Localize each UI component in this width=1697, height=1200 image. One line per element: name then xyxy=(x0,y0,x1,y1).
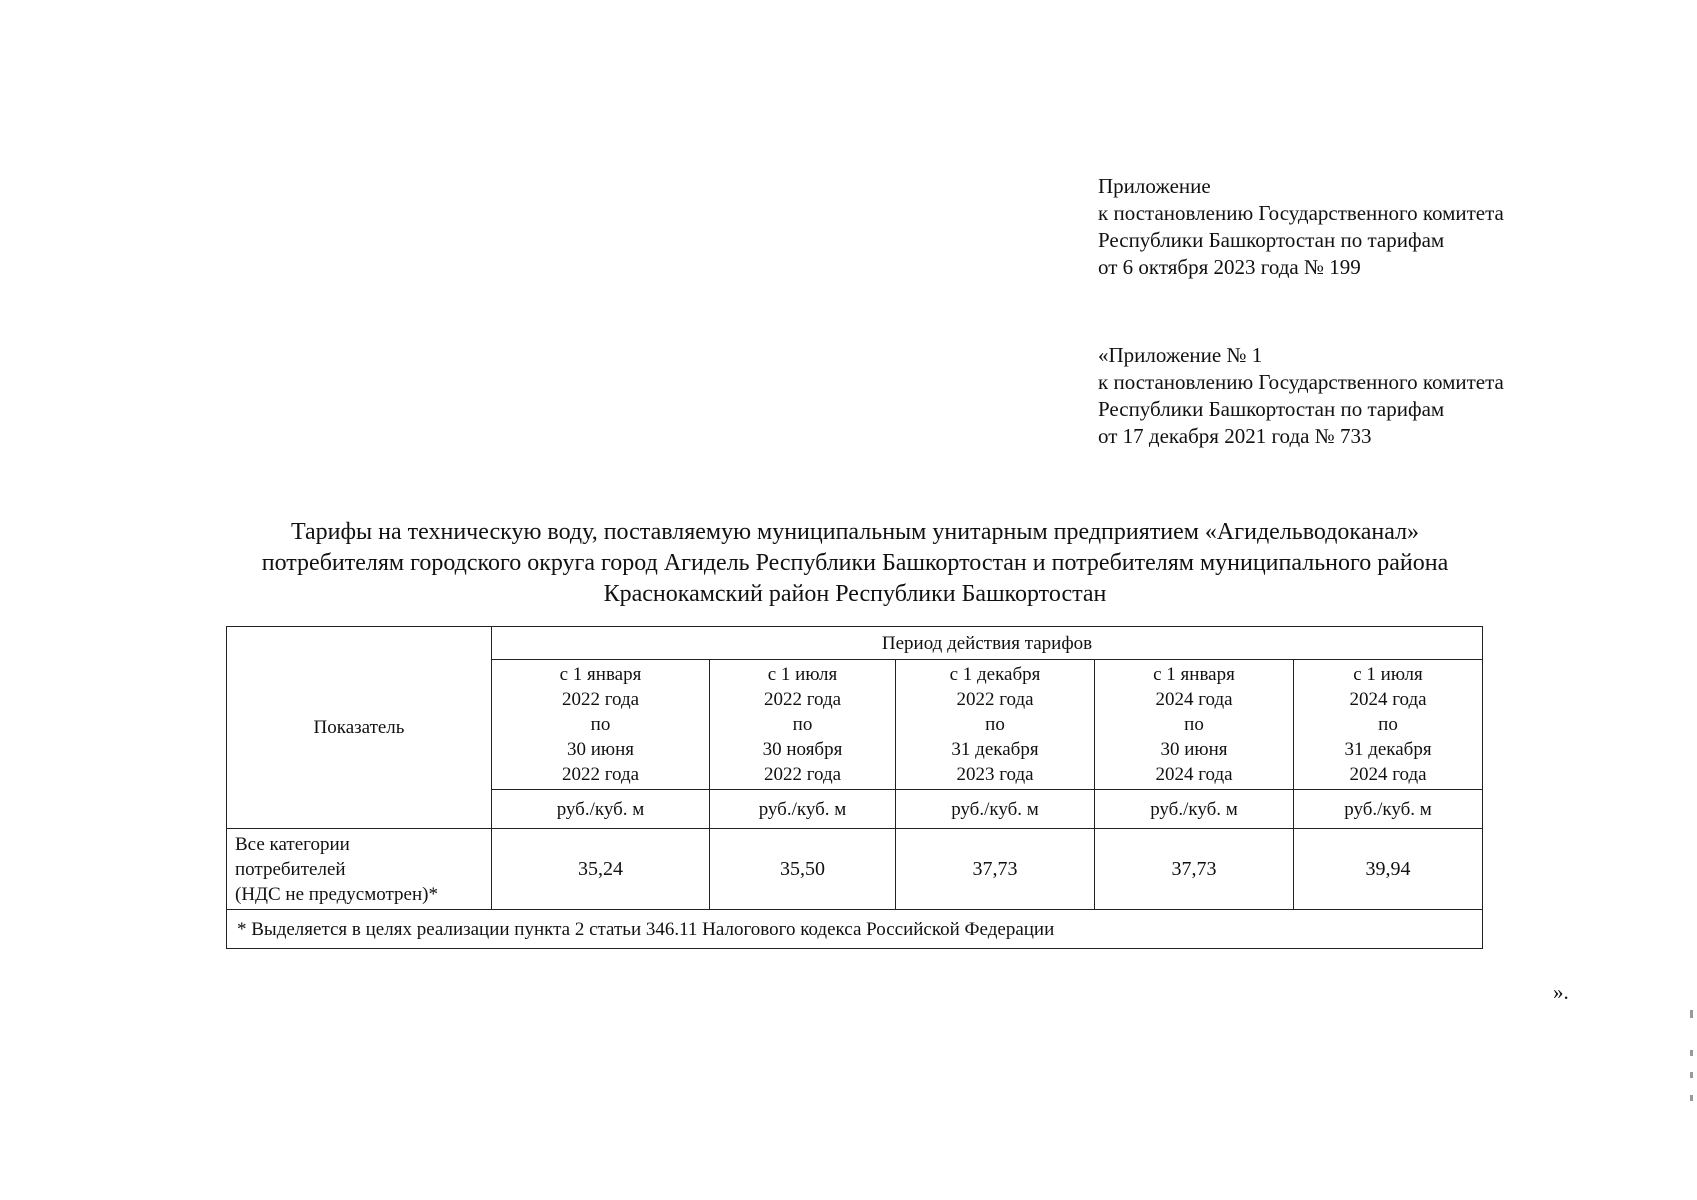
row-label-line: (НДС не предусмотрен)* xyxy=(235,883,438,905)
document-title xyxy=(140,517,1570,610)
scan-mark xyxy=(1690,1072,1693,1078)
footnote: * Выделяется в целях реализации пункта 2 статьи 346.11 Налогового кодекса Российской Федерации xyxy=(227,910,1483,949)
row-label-line: Все категории xyxy=(235,833,350,855)
appendix-prev-header xyxy=(1098,342,1504,450)
appendix-prev-line: к постановлению Государственного комитета xyxy=(1098,370,1504,394)
scan-mark xyxy=(1690,1095,1693,1101)
unit-cell: руб./куб. м xyxy=(896,790,1095,829)
period-header: Период действия тарифов xyxy=(492,627,1483,660)
period-line: 2024 года xyxy=(1155,689,1233,710)
tariff-value: 37,73 xyxy=(1095,829,1294,910)
scan-mark xyxy=(1690,1010,1693,1018)
unit-cell: руб./куб. м xyxy=(1294,790,1483,829)
appendix-prev-line: от 17 декабря 2021 года № 733 xyxy=(1098,424,1372,448)
period-line: по xyxy=(985,714,1005,735)
scan-mark xyxy=(1690,1050,1693,1056)
tariff-table xyxy=(226,626,1483,949)
period-line: 2024 года xyxy=(1349,764,1427,785)
appendix-line: Республики Башкортостан по тарифам xyxy=(1098,228,1445,252)
appendix-line: Приложение xyxy=(1098,174,1211,198)
period-line: 30 июня xyxy=(566,739,635,760)
tariff-value: 37,73 xyxy=(896,829,1095,910)
period-cell xyxy=(492,660,710,790)
appendix-prev-line: Республики Башкортостан по тарифам xyxy=(1098,397,1445,421)
period-line: с 1 декабря xyxy=(949,664,1041,685)
period-line: 2022 года xyxy=(561,764,640,785)
period-line: 31 декабря xyxy=(951,739,1039,760)
period-line: по xyxy=(1378,714,1398,735)
period-line: с 1 июля xyxy=(1353,664,1423,685)
appendix-line: к постановлению Государственного комитета xyxy=(1098,201,1504,225)
appendix-prev-line: «Приложение № 1 xyxy=(1098,343,1263,367)
period-line: 2022 года xyxy=(561,689,640,710)
period-cell xyxy=(896,660,1095,790)
period-line: 2022 года xyxy=(763,689,842,710)
period-line: по xyxy=(590,714,611,735)
indicator-header: Показатель xyxy=(227,627,492,829)
appendix-header xyxy=(1098,173,1504,281)
period-line: с 1 января xyxy=(1153,664,1235,685)
period-cell xyxy=(1095,660,1294,790)
table-row xyxy=(227,829,1483,910)
tariff-value: 35,24 xyxy=(492,829,710,910)
period-line: с 1 июля xyxy=(767,664,838,685)
period-line: по xyxy=(1184,714,1204,735)
tariff-value: 39,94 xyxy=(1294,829,1483,910)
period-line: 31 декабря xyxy=(1344,739,1432,760)
period-line: с 1 января xyxy=(559,664,642,685)
title-line: Краснокамский район Республики Башкортостан xyxy=(603,581,1107,607)
closing-quote: ». xyxy=(1553,980,1569,1004)
row-label-line: потребителей xyxy=(235,858,346,880)
period-line: 2024 года xyxy=(1349,689,1427,710)
period-line: 2024 года xyxy=(1155,764,1233,785)
period-line: 2023 года xyxy=(956,764,1034,785)
period-line: 2022 года xyxy=(763,764,842,785)
period-cell xyxy=(710,660,896,790)
period-line: 2022 года xyxy=(956,689,1034,710)
appendix-line: от 6 октября 2023 года № 199 xyxy=(1098,255,1361,279)
period-cell xyxy=(1294,660,1483,790)
period-line: 30 ноября xyxy=(762,739,843,760)
unit-cell: руб./куб. м xyxy=(710,790,896,829)
title-line: потребителям городского округа город Агидель Республики Башкортостан и потребителям муниципального района xyxy=(261,550,1449,576)
title-line: Тарифы на техническую воду, поставляемую муниципальным унитарным предприятием «Агидельводоканал» xyxy=(290,519,1420,545)
tariff-value: 35,50 xyxy=(710,829,896,910)
unit-cell: руб./куб. м xyxy=(1095,790,1294,829)
period-line: по xyxy=(792,714,813,735)
row-label xyxy=(227,829,492,910)
unit-cell: руб./куб. м xyxy=(492,790,710,829)
period-line: 30 июня xyxy=(1160,739,1228,760)
